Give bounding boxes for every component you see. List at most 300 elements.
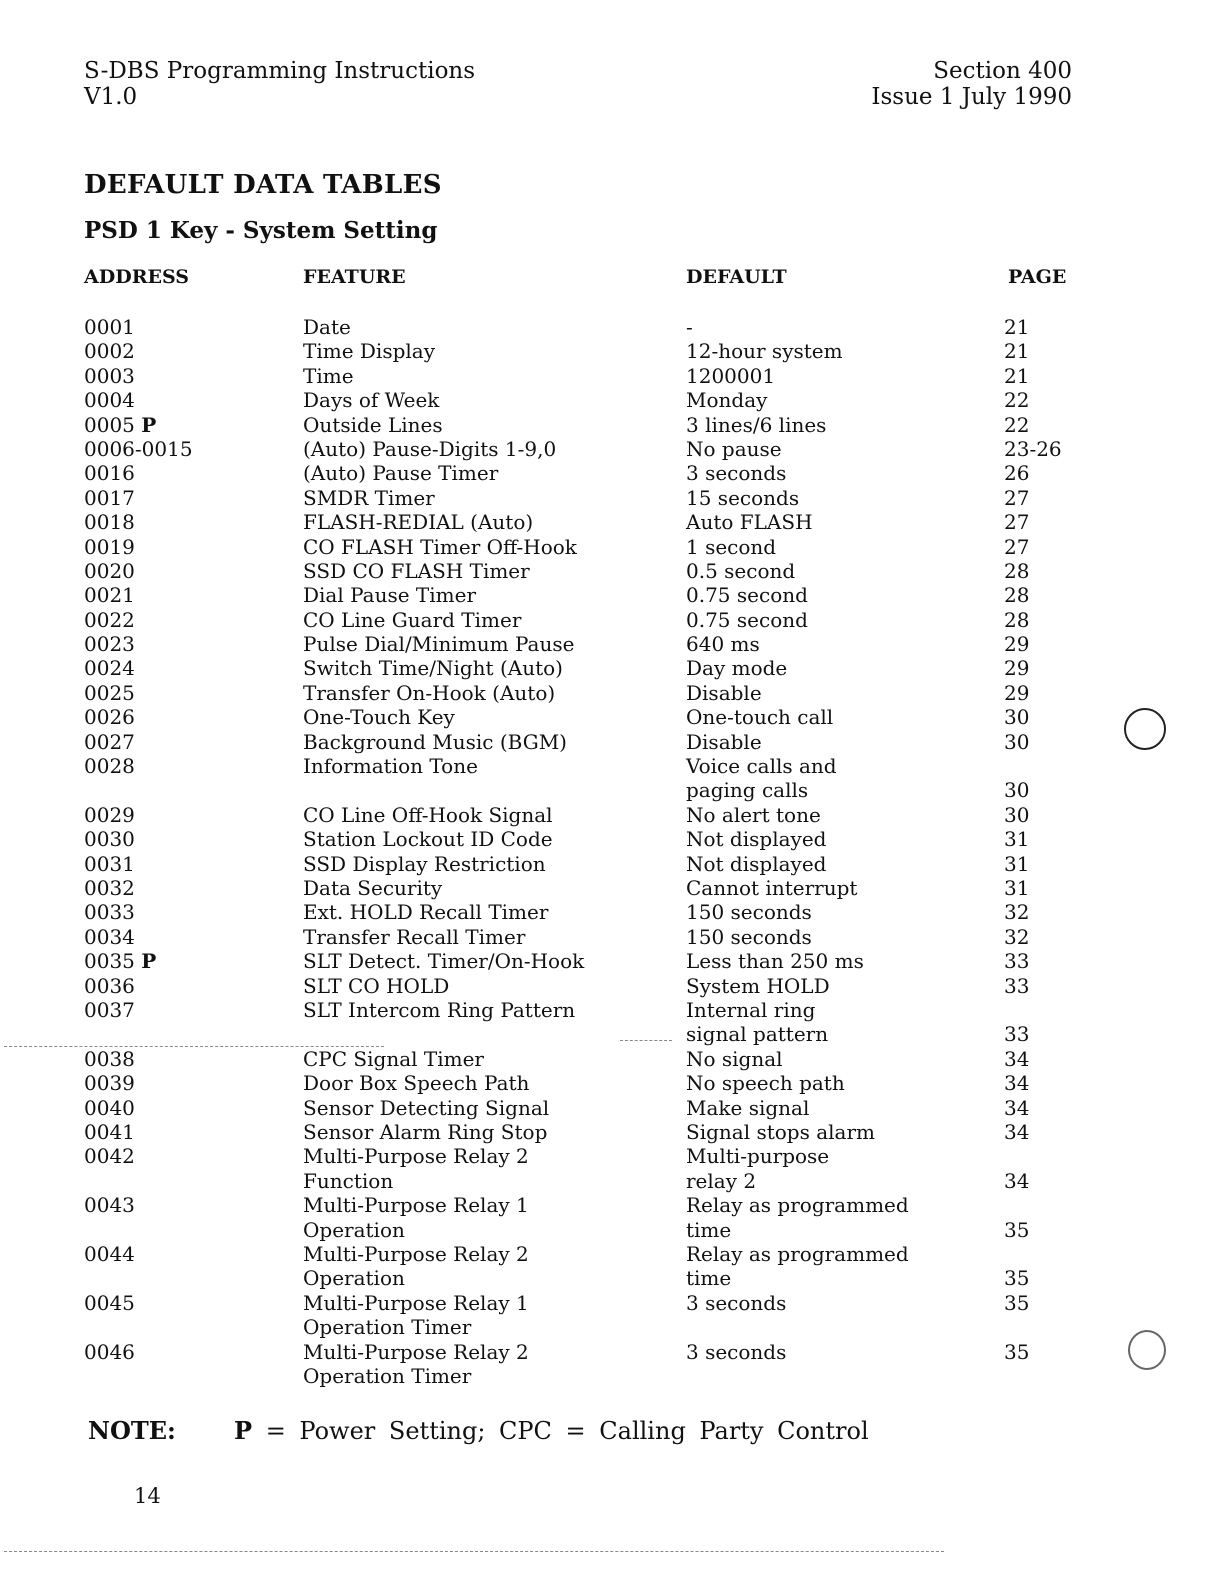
page-ref-cell: 32 [1004, 900, 1030, 925]
default-text: No signal [686, 1046, 783, 1071]
column-header-page: PAGE [1008, 266, 1067, 288]
page-ref-cell: 21 [1004, 315, 1030, 339]
address-value: 0039 [84, 1071, 135, 1096]
feature-text: CO Line Guard Timer [303, 607, 522, 632]
address-cell [84, 1071, 135, 1095]
page-ref-cell: 27 [1004, 534, 1030, 559]
address-value: 0040 [84, 1095, 135, 1120]
feature-cell [303, 608, 521, 632]
default-cell [686, 632, 760, 656]
default-text: 3 seconds [686, 1290, 787, 1315]
default-text: Day mode [686, 656, 788, 681]
default-text: System HOLD [686, 973, 830, 998]
table-row [0, 535, 1224, 559]
default-text: Relay as programmed [686, 1241, 909, 1266]
power-setting-flag: P [141, 949, 157, 974]
page-ref-cell: 28 [1004, 558, 1030, 583]
default-cell [686, 730, 762, 754]
default-cell [686, 1291, 786, 1315]
table-row [0, 925, 1224, 949]
feature-cell [303, 1071, 529, 1095]
table-row [0, 681, 1224, 705]
default-text: No pause [686, 436, 782, 461]
feature-text: Days of Week [303, 388, 440, 413]
table-row [0, 1144, 1224, 1193]
feature-text: Ext. HOLD Recall Timer [303, 900, 549, 925]
default-cell [686, 705, 833, 729]
address-value: 0006-0015 [84, 436, 193, 461]
table-row [0, 1242, 1224, 1291]
table-row [0, 949, 1224, 973]
feature-text: Sensor Detecting Signal [303, 1095, 550, 1120]
default-cell [686, 388, 767, 412]
feature-cell [303, 656, 563, 680]
page-ref-cell: 31 [1004, 876, 1030, 900]
default-cell [686, 583, 808, 607]
feature-cell [303, 998, 575, 1022]
address-value: 0046 [84, 1339, 135, 1364]
address-cell [84, 1096, 135, 1120]
address-value: 0041 [84, 1119, 135, 1144]
address-value: 0036 [84, 973, 135, 998]
page-ref-cell: 35 [1004, 1266, 1030, 1291]
scan-artifact-line [4, 1551, 944, 1552]
page-ref-cell: 30 [1004, 802, 1030, 827]
default-cell [686, 510, 813, 534]
default-cell [686, 1120, 875, 1144]
power-setting-flag: P [141, 412, 157, 437]
address-cell [84, 803, 135, 827]
table-row [0, 339, 1224, 363]
table-row [0, 632, 1224, 656]
address-cell [84, 461, 135, 485]
feature-text: Operation [303, 1266, 405, 1291]
feature-cell [303, 900, 548, 924]
address-value: 0032 [84, 876, 135, 900]
default-text: 3 seconds [686, 461, 787, 486]
default-cell [686, 827, 826, 851]
address-value: 0003 [84, 363, 135, 388]
default-cell [686, 1096, 809, 1120]
feature-cell [303, 803, 553, 827]
default-text: Less than 250 ms [686, 949, 864, 974]
issue-date: Issue 1 July 1990 [871, 84, 1072, 110]
default-text: Multi-purpose [686, 1144, 830, 1169]
default-text: 0.75 second [686, 607, 808, 632]
address-value: 0031 [84, 851, 135, 876]
page-ref-cell: 28 [1004, 583, 1030, 608]
default-cell [686, 925, 812, 949]
page-ref-cell: 34 [1004, 1046, 1030, 1071]
address-value: 0018 [84, 510, 135, 535]
address-cell [84, 681, 135, 705]
table-row [0, 559, 1224, 583]
default-text: Disable [686, 729, 762, 754]
address-cell [84, 1242, 135, 1266]
feature-cell [303, 364, 354, 388]
feature-cell [303, 852, 546, 876]
page-ref-cell: 27 [1004, 510, 1030, 535]
table-row [0, 974, 1224, 998]
feature-cell [303, 413, 443, 437]
feature-text: Operation Timer [303, 1363, 472, 1388]
address-value: 0016 [84, 461, 135, 486]
default-text: 0.75 second [686, 583, 808, 608]
feature-cell [303, 1047, 484, 1071]
default-cell [686, 315, 693, 339]
address-cell [84, 852, 135, 876]
table-row [0, 388, 1224, 412]
address-cell [84, 364, 135, 388]
table-row [0, 364, 1224, 388]
address-value: 0023 [84, 632, 135, 657]
default-text: Relay as programmed [686, 1193, 909, 1218]
feature-text: Operation Timer [303, 1315, 472, 1340]
default-cell [686, 559, 795, 583]
default-text: time [686, 1266, 732, 1291]
feature-text: CPC Signal Timer [303, 1046, 484, 1071]
page-ref-cell: 29 [1004, 632, 1030, 657]
feature-cell [303, 1096, 549, 1120]
feature-text: SSD CO FLASH Timer [303, 558, 530, 583]
default-cell [686, 1144, 829, 1193]
default-text: Cannot interrupt [686, 876, 858, 900]
default-text: Disable [686, 680, 762, 705]
table-row [0, 705, 1224, 729]
section-label: Section 400 [933, 58, 1072, 84]
address-value: 0030 [84, 827, 135, 852]
scan-artifact-line [620, 1040, 672, 1041]
table-row [0, 583, 1224, 607]
default-cell [686, 754, 837, 803]
default-cell [686, 413, 826, 437]
default-cell [686, 681, 762, 705]
feature-text: Multi-Purpose Relay 2 [303, 1339, 529, 1364]
address-cell [84, 900, 135, 924]
address-cell [84, 315, 135, 339]
feature-cell [303, 535, 577, 559]
default-cell [686, 608, 808, 632]
default-text: Not displayed [686, 851, 827, 876]
address-value: 0035 [84, 949, 135, 974]
address-cell [84, 486, 135, 510]
feature-cell [303, 705, 455, 729]
default-text: Not displayed [686, 827, 827, 852]
note-text [234, 1416, 869, 1445]
feature-cell [303, 1242, 529, 1291]
default-text: 15 seconds [686, 485, 800, 510]
address-value: 0038 [84, 1046, 135, 1071]
default-text: No speech path [686, 1071, 845, 1096]
page-ref-cell: 34 [1004, 1168, 1030, 1193]
default-cell [686, 852, 826, 876]
feature-cell [303, 730, 567, 754]
page-ref-cell: 28 [1004, 607, 1030, 632]
page-ref-cell: 33 [1004, 973, 1030, 998]
table-row [0, 437, 1224, 461]
default-cell [686, 900, 812, 924]
column-header-feature: FEATURE [303, 266, 406, 288]
default-cell [686, 656, 787, 680]
address-cell [84, 656, 135, 680]
address-value: 0034 [84, 924, 135, 949]
default-text: 0.5 second [686, 558, 796, 583]
feature-text: Multi-Purpose Relay 2 [303, 1241, 529, 1266]
feature-text: Function [303, 1168, 394, 1193]
feature-cell [303, 510, 533, 534]
page-ref-cell: 31 [1004, 851, 1030, 876]
address-cell [84, 413, 156, 437]
address-value: 0042 [84, 1144, 135, 1169]
feature-cell [303, 876, 442, 900]
default-text: 12-hour system [686, 339, 843, 364]
default-cell [686, 949, 864, 973]
feature-text: SLT Detect. Timer/On-Hook [303, 949, 585, 974]
address-cell [84, 388, 135, 412]
address-cell [84, 1291, 135, 1315]
feature-text: Switch Time/Night (Auto) [303, 656, 563, 681]
page-ref-cell: 35 [1004, 1290, 1030, 1315]
default-text: Make signal [686, 1095, 810, 1120]
page-ref-cell: 34 [1004, 1095, 1030, 1120]
feature-cell [303, 315, 351, 339]
address-cell [84, 1144, 135, 1168]
feature-text: Time Display [303, 339, 436, 364]
default-cell [686, 1193, 909, 1242]
address-cell [84, 559, 135, 583]
default-text: Signal stops alarm [686, 1119, 875, 1144]
table-row [0, 1291, 1224, 1340]
default-text: 150 seconds [686, 924, 812, 949]
default-text: 3 seconds [686, 1339, 787, 1364]
page-ref-cell: 21 [1004, 363, 1030, 388]
feature-cell [303, 1144, 529, 1193]
default-cell [686, 998, 828, 1047]
address-cell [84, 535, 135, 559]
default-cell [686, 1071, 845, 1095]
default-cell [686, 437, 782, 461]
feature-cell [303, 388, 439, 412]
table-subtitle: PSD 1 Key - System Setting [84, 217, 438, 244]
feature-text: Outside Lines [303, 412, 443, 437]
table-row [0, 461, 1224, 485]
default-data-table [0, 315, 1224, 1388]
address-cell [84, 437, 193, 461]
address-value: 0022 [84, 607, 135, 632]
feature-text: FLASH-REDIAL (Auto) [303, 510, 534, 535]
page-ref-cell: 34 [1004, 1071, 1030, 1096]
table-row [0, 730, 1224, 754]
page-ref-cell: 35 [1004, 1217, 1030, 1242]
feature-text: Pulse Dial/Minimum Pause [303, 632, 575, 657]
feature-cell [303, 583, 476, 607]
feature-cell [303, 461, 498, 485]
address-value: 0025 [84, 680, 135, 705]
feature-text: Multi-Purpose Relay 1 [303, 1290, 529, 1315]
address-value: 0017 [84, 485, 135, 510]
address-cell [84, 925, 135, 949]
address-value: 0004 [84, 388, 135, 413]
column-header-default: DEFAULT [686, 266, 787, 288]
feature-cell [303, 559, 530, 583]
feature-text: Station Lockout ID Code [303, 827, 553, 852]
binder-hole-mark [1128, 1330, 1166, 1370]
default-text: 150 seconds [686, 900, 812, 925]
address-cell [84, 1047, 135, 1071]
table-row [0, 608, 1224, 632]
default-text: - [686, 315, 693, 339]
address-cell [84, 754, 135, 778]
default-cell [686, 364, 775, 388]
header-left [84, 58, 475, 110]
table-row [0, 1071, 1224, 1095]
note-label: NOTE: [88, 1416, 176, 1445]
address-value: 0026 [84, 705, 135, 730]
header-right [871, 58, 1072, 110]
default-text: 640 ms [686, 632, 760, 657]
address-cell [84, 974, 135, 998]
address-cell [84, 876, 135, 900]
address-value: 0033 [84, 900, 135, 925]
feature-text: Door Box Speech Path [303, 1071, 530, 1096]
table-row [0, 1120, 1224, 1144]
page-ref-cell: 22 [1004, 412, 1030, 437]
table-row [0, 876, 1224, 900]
table-row [0, 754, 1224, 803]
address-cell [84, 998, 135, 1022]
feature-text: Time [303, 363, 354, 388]
feature-cell [303, 1120, 547, 1144]
feature-cell [303, 1193, 529, 1242]
page-ref-cell: 23-26 [1004, 436, 1062, 461]
table-row [0, 827, 1224, 851]
default-text: Voice calls and [686, 754, 837, 779]
default-text: signal pattern [686, 1022, 829, 1047]
page-ref-cell: 33 [1004, 1022, 1030, 1047]
address-cell [84, 1193, 135, 1217]
default-cell [686, 1242, 909, 1291]
default-text: Monday [686, 388, 768, 413]
page-ref-cell: 26 [1004, 461, 1030, 486]
address-value: 0029 [84, 802, 135, 827]
address-cell [84, 632, 135, 656]
page-ref-cell: 29 [1004, 680, 1030, 705]
feature-text: SMDR Timer [303, 485, 435, 510]
address-cell [84, 1120, 135, 1144]
page-title: DEFAULT DATA TABLES [84, 170, 442, 200]
default-cell [686, 486, 799, 510]
default-cell [686, 803, 821, 827]
table-row [0, 510, 1224, 534]
feature-cell [303, 339, 435, 363]
feature-cell [303, 925, 525, 949]
scan-artifact-line [4, 1046, 384, 1047]
page-ref-cell: 30 [1004, 705, 1030, 730]
default-cell [686, 339, 843, 363]
address-cell [84, 705, 135, 729]
feature-text: Data Security [303, 876, 443, 900]
page-ref-cell: 21 [1004, 339, 1030, 364]
page-ref-cell: 27 [1004, 485, 1030, 510]
feature-cell [303, 437, 556, 461]
address-cell [84, 1340, 135, 1364]
feature-cell [303, 949, 584, 973]
address-value: 0045 [84, 1290, 135, 1315]
address-cell [84, 608, 135, 632]
feature-text: CO FLASH Timer Off-Hook [303, 534, 577, 559]
feature-cell [303, 1291, 529, 1340]
feature-cell [303, 632, 574, 656]
table-row [0, 803, 1224, 827]
default-cell [686, 974, 830, 998]
page-ref-cell: 32 [1004, 924, 1030, 949]
document-version: V1.0 [84, 84, 138, 110]
feature-text: CO Line Off-Hook Signal [303, 802, 553, 827]
table-row [0, 1047, 1224, 1071]
feature-text: Operation [303, 1217, 405, 1242]
feature-cell [303, 974, 449, 998]
table-row [0, 1193, 1224, 1242]
address-value: 0044 [84, 1241, 135, 1266]
default-text: No alert tone [686, 802, 821, 827]
feature-text: SSD Display Restriction [303, 851, 546, 876]
feature-text: One-Touch Key [303, 705, 455, 730]
address-cell [84, 339, 135, 363]
feature-text: SLT Intercom Ring Pattern [303, 997, 576, 1022]
address-cell [84, 730, 135, 754]
default-cell [686, 1047, 783, 1071]
default-text: Internal ring [686, 997, 816, 1022]
default-text: relay 2 [686, 1168, 757, 1193]
feature-text: Dial Pause Timer [303, 583, 477, 608]
default-text: time [686, 1217, 732, 1242]
page-ref-cell: 34 [1004, 1119, 1030, 1144]
default-text: Auto FLASH [686, 510, 813, 535]
default-cell [686, 461, 786, 485]
note-definition: = Power Setting; CPC = Calling Party Control [265, 1417, 869, 1445]
default-text: One-touch call [686, 705, 834, 730]
address-value: 0001 [84, 315, 135, 339]
address-value: 0002 [84, 339, 135, 364]
address-value: 0020 [84, 558, 135, 583]
feature-text: Multi-Purpose Relay 1 [303, 1193, 529, 1218]
table-row [0, 998, 1224, 1047]
feature-text: Transfer On-Hook (Auto) [303, 680, 556, 705]
address-value: 0019 [84, 534, 135, 559]
table-row [0, 486, 1224, 510]
default-text: 3 lines/6 lines [686, 412, 827, 437]
address-value: 0027 [84, 729, 135, 754]
feature-cell [303, 827, 553, 851]
page-ref-cell: 29 [1004, 656, 1030, 681]
address-cell [84, 510, 135, 534]
feature-cell [303, 754, 478, 778]
feature-text: Date [303, 315, 351, 339]
feature-text: Multi-Purpose Relay 2 [303, 1144, 529, 1169]
address-value: 0037 [84, 997, 135, 1022]
address-cell [84, 827, 135, 851]
page-ref-cell: 30 [1004, 778, 1030, 803]
default-cell [686, 876, 857, 900]
default-cell [686, 535, 776, 559]
page-ref-cell: 22 [1004, 388, 1030, 413]
address-value: 0021 [84, 583, 135, 608]
page-ref-cell: 31 [1004, 827, 1030, 852]
default-text: 1200001 [686, 363, 776, 388]
table-row [0, 852, 1224, 876]
default-cell [686, 1340, 786, 1364]
default-text: 1 second [686, 534, 777, 559]
